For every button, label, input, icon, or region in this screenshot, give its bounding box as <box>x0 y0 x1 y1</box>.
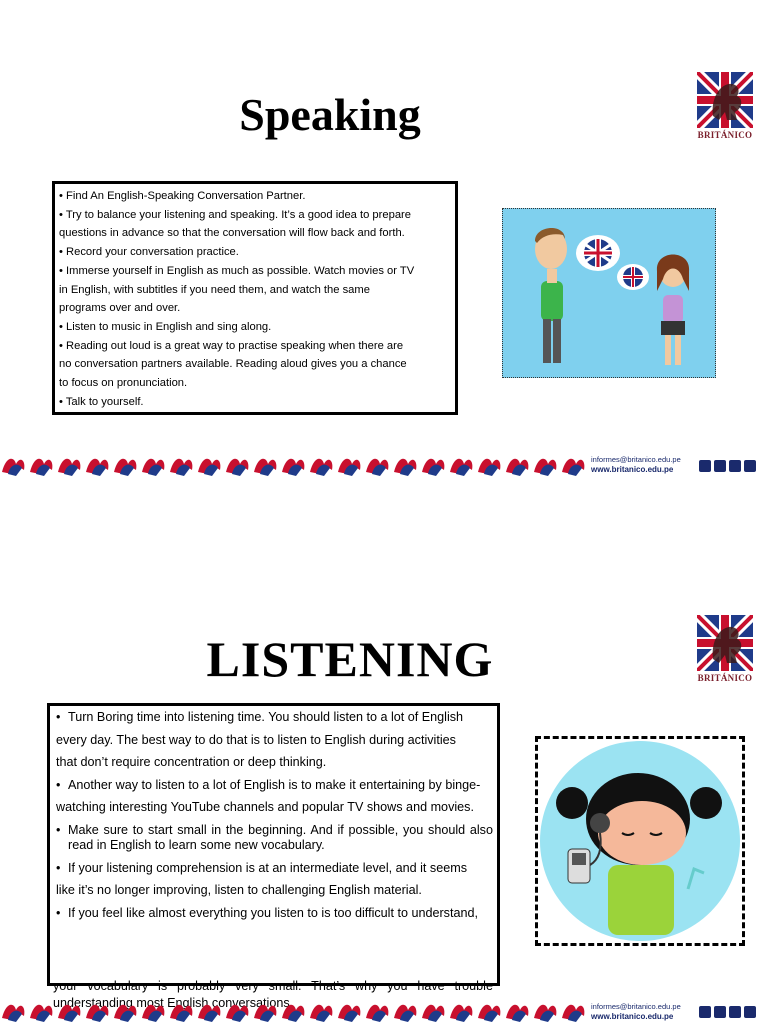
listening-tips-box <box>47 703 500 986</box>
twitter-icon[interactable] <box>714 1006 726 1018</box>
union-jack-lion-icon <box>697 72 753 128</box>
contact-email[interactable]: informes@britanico.edu.pe <box>591 455 681 464</box>
speaking-line: • Listen to music in English and sing along. <box>59 320 272 333</box>
instagram-icon[interactable] <box>729 460 741 472</box>
contact-email[interactable]: informes@britanico.edu.pe <box>591 1002 681 1011</box>
facebook-icon[interactable] <box>699 1006 711 1018</box>
listening-item: • Another way to listen to a lot of English is to make it entertaining by binge- <box>56 777 481 792</box>
social-links <box>699 1006 756 1018</box>
facebook-icon[interactable] <box>699 460 711 472</box>
listening-item: • Make sure to start small in the beginning. And if possible, you should also read in English to learn some new vocabulary. <box>56 822 493 852</box>
speaking-line: in English, with subtitles if you need them, and watch the same <box>59 283 370 296</box>
listening-item-continuation: every day. The best way to do that is to listen to English during activities <box>56 732 456 747</box>
speaking-line: • Record your conversation practice. <box>59 246 239 259</box>
contact-info <box>591 455 681 475</box>
conversation-illustration <box>502 208 716 378</box>
speaking-line: to focus on pronunciation. <box>59 377 188 390</box>
speaking-line: • Immerse yourself in English as much as possible. Watch movies or TV <box>59 264 415 277</box>
listening-item-continuation: watching interesting YouTube channels and popular TV shows and movies. <box>56 800 474 814</box>
britanico-logo <box>697 72 753 140</box>
speaking-line: no conversation partners available. Reading aloud gives you a chance <box>59 358 407 371</box>
listening-title: LISTENING <box>206 631 494 687</box>
contact-info <box>591 1002 681 1022</box>
listening-item: • Turn Boring time into listening time. You should listen to a lot of English <box>56 710 464 724</box>
decorative-border <box>0 452 585 478</box>
speaking-line: • Find An English-Speaking Conversation Partner. <box>59 190 306 202</box>
listening-item: • If your listening comprehension is at an intermediate level, and it seems <box>56 860 468 875</box>
listening-item-continuation: that don’t require concentration or deep thinking. <box>56 755 327 769</box>
speaking-line: • Try to balance your listening and speaking. It’s a good idea to prepare <box>59 208 411 221</box>
speaking-line: • Reading out loud is a great way to practise speaking when there are <box>59 339 404 352</box>
listening-item: • If you feel like almost everything you listen to is too difficult to understand, <box>56 905 478 920</box>
speaking-title: Speaking <box>239 89 421 140</box>
union-jack-lion-icon <box>697 615 753 671</box>
brand-name: BRITÁNICO <box>697 673 753 683</box>
speaking-line: questions in advance so that the conversation will flow back and forth. <box>59 227 405 240</box>
speaking-tips-box <box>52 181 458 415</box>
contact-web[interactable]: www.britanico.edu.pe <box>591 465 674 474</box>
social-links <box>699 460 756 472</box>
girl-listening-illustration <box>535 736 745 946</box>
youtube-icon[interactable] <box>744 460 756 472</box>
decorative-border <box>0 998 585 1024</box>
brand-name: BRITÁNICO <box>697 130 753 140</box>
listening-overflow-text: your vocabulary is probably very small. That’s why you have trouble <box>53 979 493 993</box>
twitter-icon[interactable] <box>714 460 726 472</box>
britanico-logo <box>697 615 753 683</box>
instagram-icon[interactable] <box>729 1006 741 1018</box>
speaking-line: • Talk to yourself. <box>59 395 144 408</box>
listening-item-continuation: like it’s no longer improving, listen to challenging English material. <box>56 883 422 897</box>
contact-web[interactable]: www.britanico.edu.pe <box>591 1012 674 1021</box>
speaking-line: programs over and over. <box>59 302 181 315</box>
youtube-icon[interactable] <box>744 1006 756 1018</box>
